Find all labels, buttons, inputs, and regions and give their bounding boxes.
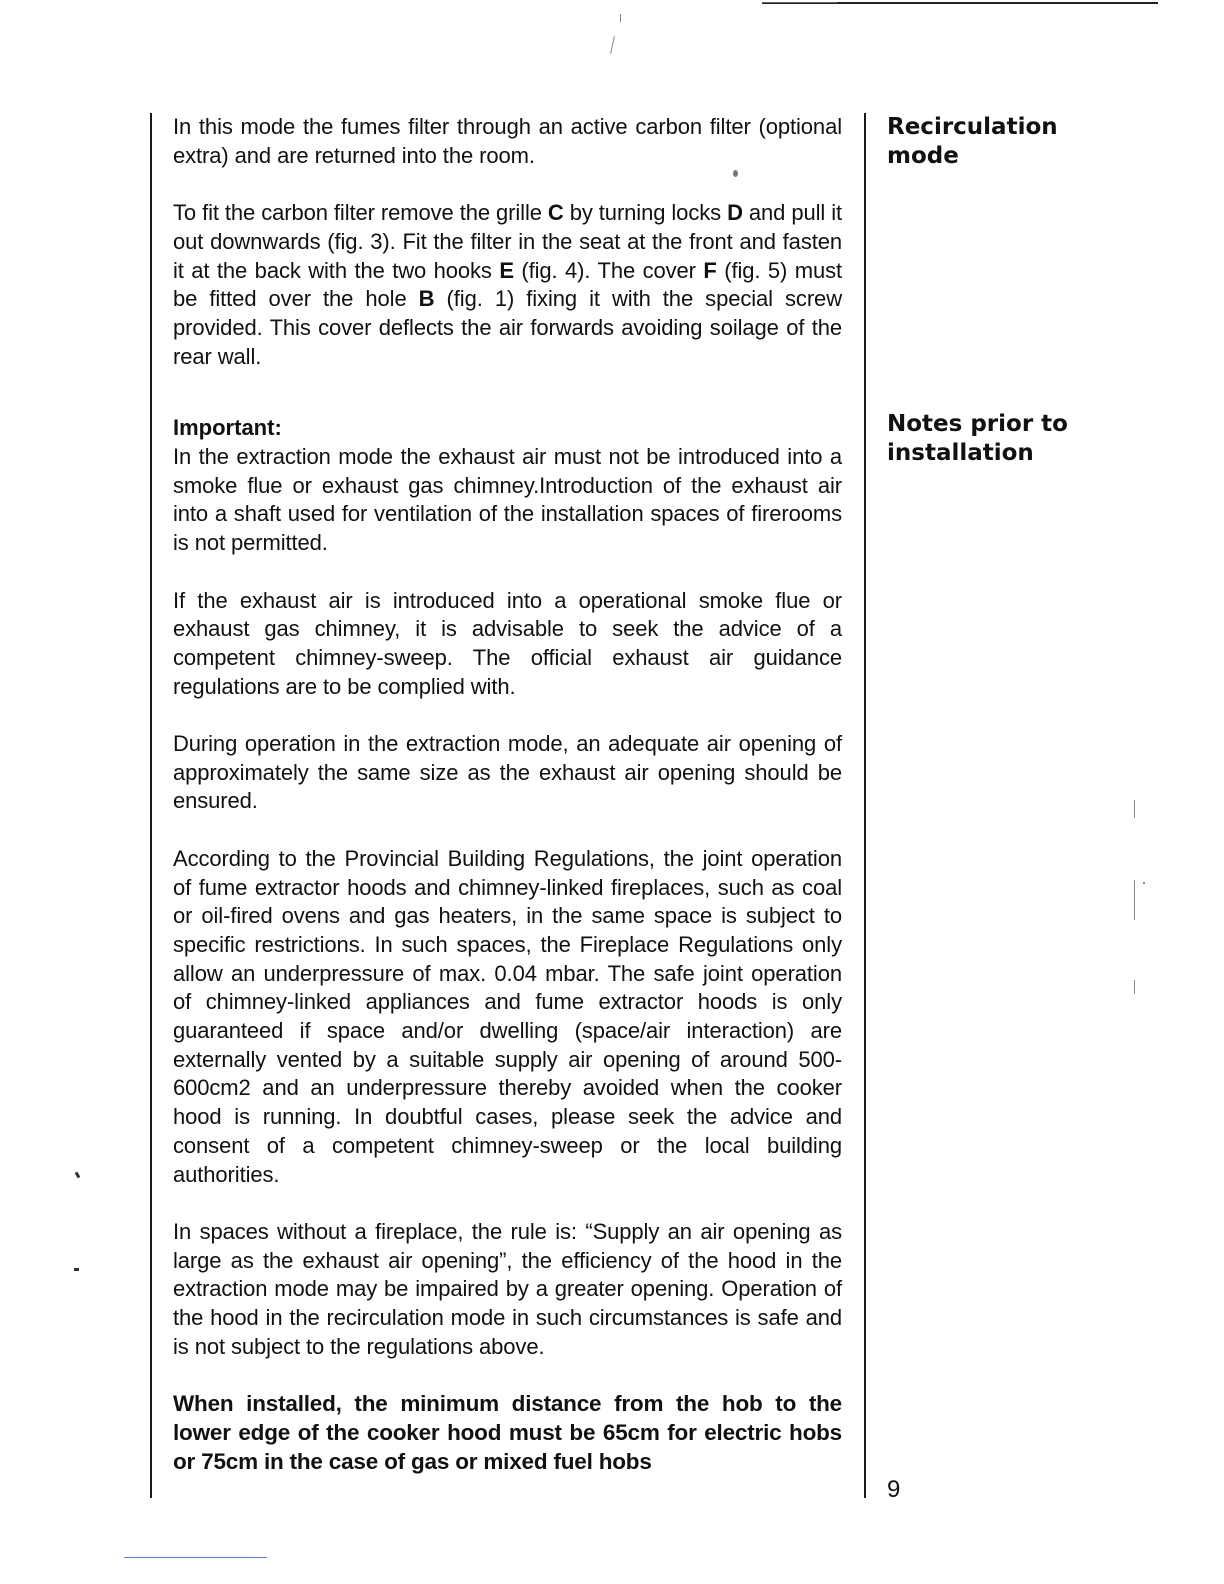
side-heading-line: mode <box>887 142 959 169</box>
side-heading-line: Recirculation <box>887 114 1058 140</box>
bottom-rule <box>124 1557 267 1558</box>
left-margin-rule <box>150 113 152 1498</box>
spacer <box>173 1189 842 1218</box>
page-number: 9 <box>887 1476 901 1503</box>
spacer <box>173 701 842 730</box>
side-heading-notes-prior-installation <box>887 410 1117 467</box>
text-run: (fig. 4). The cover <box>513 257 704 283</box>
paragraph-recirculation-intro: In this mode the fumes filter through an active carbon filter (optional extra) and are returned into the room. <box>173 114 842 168</box>
spacer <box>173 170 842 199</box>
main-text-column <box>173 113 842 1476</box>
spacer <box>173 1361 842 1390</box>
side-heading-line: Notes prior to <box>887 411 1068 437</box>
scan-speck <box>610 36 615 54</box>
paragraph-air-opening: During operation in the extraction mode, an adequate air opening of approximately the same size as the exhaust air opening should be ensured. <box>173 731 842 814</box>
paragraph-operational-flue: If the exhaust air is introduced into a operational smoke flue or exhaust gas chimney, it is advisable to seek the advice of a competent chimney-sweep. The official exhaust air guidance regulations are to be complied with. <box>173 587 842 699</box>
label-D: D <box>727 200 743 226</box>
scan-speck <box>74 1268 79 1271</box>
scan-speck <box>620 14 621 22</box>
scan-speck <box>1134 800 1135 818</box>
scan-speck <box>733 170 738 177</box>
scan-speck <box>1134 880 1135 920</box>
paragraph-carbon-filter-fitting <box>173 199 842 371</box>
paragraph-no-fireplace: In spaces without a fireplace, the rule is: “Supply an air opening as large as the exhaust air opening”, the efficiency of the hood in the extraction mode may be impaired by a greater opening. Operation of the hood in the recirculation mode in such circumstances is safe and is not subject to the regulations above. <box>173 1218 842 1359</box>
spacer <box>173 558 842 587</box>
text-run: and pull it out downwards (fig. 3). Fit the filter in the seat at the front and fasten it at the back with the two hooks <box>173 200 843 283</box>
label-F: F <box>703 257 717 283</box>
text-run: (fig. 5) must be fitted over the hole <box>173 257 842 312</box>
text-run: by turning locks <box>563 200 728 226</box>
text-run: (fig. 1) fixing it with the special screw provided. This cover deflects the air forwards avoiding soilage of the rear wall. <box>173 286 842 369</box>
right-margin-rule <box>864 113 866 1498</box>
scan-speck <box>75 1172 81 1179</box>
label-C: C <box>547 200 564 226</box>
paragraph-extraction-restriction: In the extraction mode the exhaust air must not be introduced into a smoke flue or exhaust gas chimney.Introduction of the exhaust air into a shaft used for ventilation of the installation spaces of firerooms is not permitted. <box>173 444 842 556</box>
minimum-distance-warning: When installed, the minimum distance from the hob to the lower edge of the cooker hood must be 65cm for electric hobs or 75cm in the case of gas or mixed fuel hobs <box>173 1391 842 1474</box>
scan-speck <box>1134 980 1135 994</box>
important-heading: Important: <box>173 415 282 441</box>
top-rule-thin <box>762 2 837 3</box>
side-heading-line: installation <box>887 439 1034 466</box>
paragraph-building-regulations: According to the Provincial Building Regulations, the joint operation of fume extractor hoods and chimney-linked fireplaces, such as coal or oil-fired ovens and gas heaters, in the same space is subject to specific restrictions. In such spaces, the Fireplace Regulations only allow an underpressure of max. 0.04 mbar. The safe joint operation of chimney-linked appliances and fume extractor hoods is only guaranteed if space and/or dwelling (space/air interaction) are externally vented by a suitable supply air opening of around 500-600cm2 and an underpressure thereby avoided when the cooker hood is running. In doubtful cases, please seek the advice and consent of a competent chimney-sweep or the local building authorities. <box>173 845 842 1187</box>
label-B: B <box>418 286 435 312</box>
scan-speck <box>1143 882 1145 884</box>
text-run: To fit the carbon filter remove the grille <box>173 200 548 226</box>
spacer <box>173 371 842 414</box>
label-E: E <box>499 257 514 283</box>
spacer <box>173 816 842 845</box>
side-heading-recirculation-mode <box>887 113 1117 170</box>
